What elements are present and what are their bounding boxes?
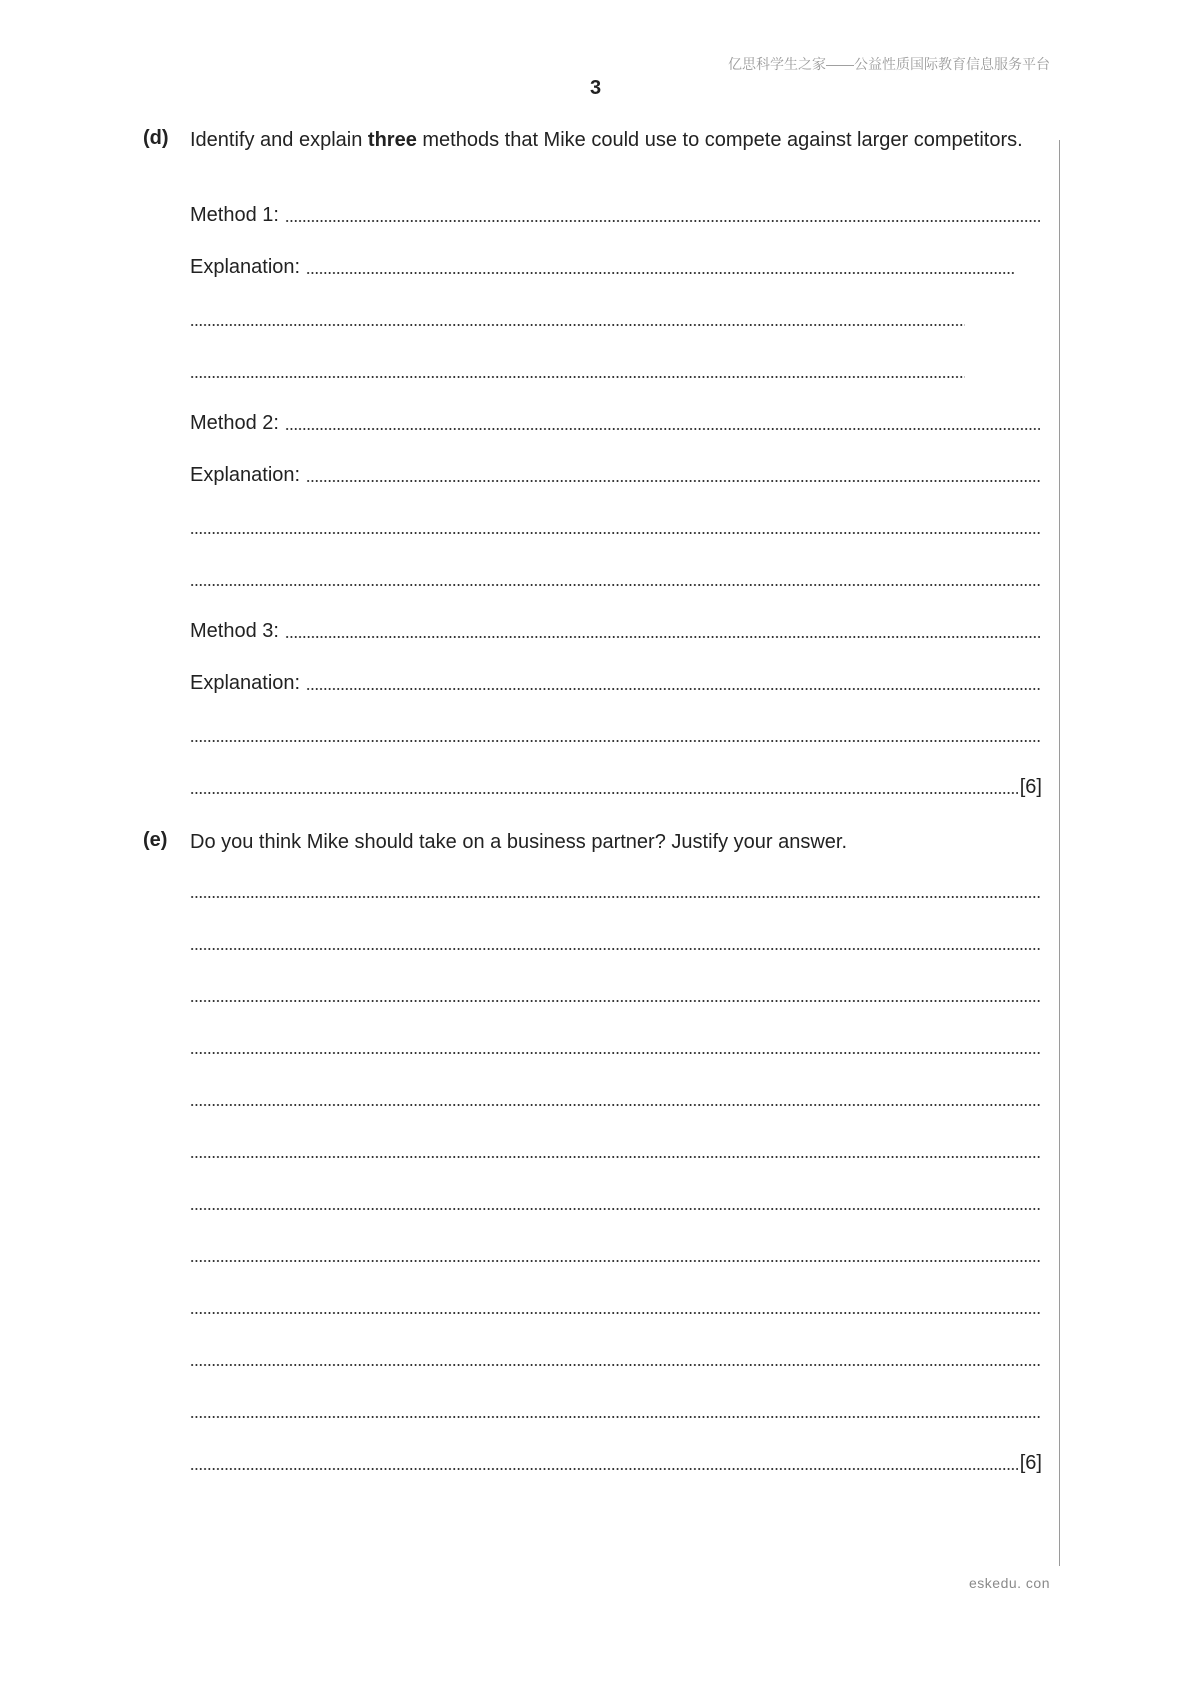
answer-dots [190,1311,1040,1315]
answer-dots [190,791,1018,795]
answer-dots [190,999,1040,1003]
answer-line[interactable] [190,1138,1040,1164]
answer-dots [285,427,1040,431]
answer-dots [306,479,1040,483]
answer-dots [190,1415,1040,1419]
question-d-text-end: methods that Mike could use to compete against larger competitors. [416,129,1023,151]
question-e-text: Do you think Mike should take on a business partner? Justify your answer. [190,831,848,853]
method-1-answer-line[interactable] [190,358,965,384]
answer-line[interactable] [190,1346,1040,1372]
method-2-line[interactable] [190,410,1040,436]
answer-line[interactable] [190,1086,1040,1112]
answer-line[interactable] [190,930,1040,956]
question-d-text [190,127,1040,153]
answer-dots [190,583,1040,587]
method-1-line[interactable] [190,202,1040,228]
method-3-answer-line[interactable] [190,722,1040,748]
answer-dots [190,1467,1018,1471]
answer-dots [306,687,1040,691]
answer-dots [306,271,1015,275]
answer-dots [190,1155,1040,1159]
method-2-explanation-line[interactable] [190,462,1040,488]
method-3-label: Method 3: [190,620,285,642]
marks-label: [6] [1019,1452,1042,1474]
method-1-answer-line[interactable] [190,306,965,332]
method-3-line[interactable] [190,618,1040,644]
footer-watermark: eskedu. con [969,1575,1050,1591]
method-3-explanation-line[interactable] [190,670,1040,696]
question-e-label: (e) [143,829,168,851]
answer-dots [190,1207,1040,1211]
answer-line[interactable] [190,878,1040,904]
explanation-label: Explanation: [190,256,306,278]
answer-dots [190,947,1040,951]
marks-label: [6] [1019,776,1042,798]
question-d-text-start: Identify and explain [190,129,368,151]
method-1-label: Method 1: [190,204,285,226]
answer-dots [190,1363,1040,1367]
method-2-answer-line[interactable] [190,566,1040,592]
method-1-explanation-line[interactable] [190,254,1015,280]
answer-line[interactable] [190,1242,1040,1268]
question-d-text-bold: three [367,129,417,151]
method-3-answer-line-final[interactable] [190,774,1042,800]
method-2-answer-line[interactable] [190,514,1040,540]
answer-line[interactable] [190,982,1040,1008]
answer-dots [190,739,1040,743]
answer-line-final[interactable] [190,1450,1042,1476]
answer-dots [190,531,1040,535]
answer-dots [190,1051,1040,1055]
answer-dots [190,1259,1040,1263]
answer-dots [190,375,965,379]
page-number: 3 [589,77,602,99]
answer-line[interactable] [190,1398,1040,1424]
method-2-label: Method 2: [190,412,285,434]
watermark-text: 亿思科学生之家——公益性质国际教育信息服务平台 [728,56,1050,72]
answer-line[interactable] [190,1190,1040,1216]
answer-dots [190,323,965,327]
answer-dots [285,635,1040,639]
answer-line[interactable] [190,1034,1040,1060]
question-d-label: (d) [143,127,169,149]
explanation-label: Explanation: [190,464,306,486]
margin-rule [1059,140,1060,1566]
explanation-label: Explanation: [190,672,306,694]
answer-line[interactable] [190,1294,1040,1320]
answer-dots [285,219,1040,223]
answer-dots [190,895,1040,899]
answer-dots [190,1103,1040,1107]
